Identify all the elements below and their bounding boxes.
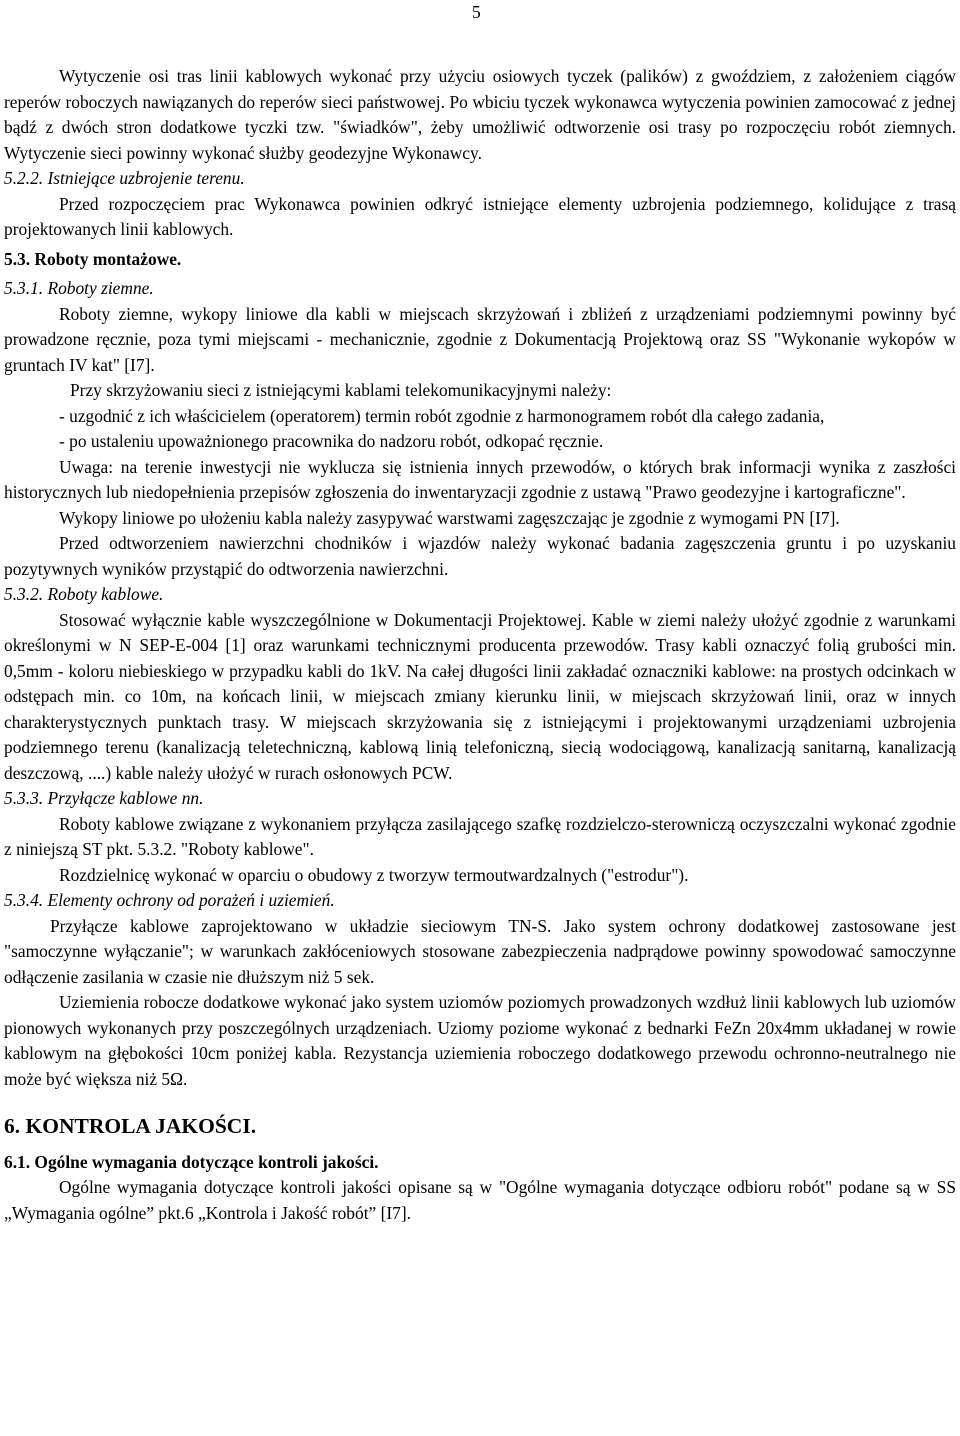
paragraph: Wykopy liniowe po ułożeniu kabla należy zasypywać warstwami zagęszczając je zgodnie z wymogami PN [I7]. bbox=[59, 507, 840, 528]
paragraph: Ogólne wymagania dotyczące kontroli jakości opisane są w "Ogólne wymagania dotyczące odbioru robót" podane są w SS „Wymagania ogólne” pkt.6 „Kontrola i Jakość robót” [I7]. bbox=[4, 1177, 956, 1223]
document-body bbox=[4, 64, 956, 1226]
section-heading: 5.3.1. Roboty ziemne. bbox=[4, 278, 154, 298]
chapter-heading: 6. KONTROLA JAKOŚCI. bbox=[4, 1114, 257, 1138]
section-heading: 5.3.3. Przyłącze kablowe nn. bbox=[4, 788, 204, 808]
paragraph: Roboty kablowe związane z wykonaniem przyłącza zasilającego szafkę rozdzielczo-sterowniczą oczyszczalni wykonać zgodnie z niniejszą ST pkt. 5.3.2. "Roboty kablowe". bbox=[4, 813, 956, 859]
section-heading: 5.3.4. Elementy ochrony od porażeń i uziemień. bbox=[4, 890, 335, 910]
paragraph: Rozdzielnicę wykonać w oparciu o obudowy z tworzyw termoutwardzalnych ("estrodur"). bbox=[59, 864, 689, 885]
section-heading: 6.1. Ogólne wymagania dotyczące kontroli jakości. bbox=[4, 1151, 379, 1172]
section-heading: 5.3.2. Roboty kablowe. bbox=[4, 584, 164, 604]
page-number: 5 bbox=[472, 2, 481, 22]
list-item: - po ustaleniu upoważnionego pracownika do nadzoru robót, odkopać ręcznie. bbox=[59, 431, 604, 451]
paragraph: Przed odtworzeniem nawierzchni chodników i wjazdów należy wykonać badania zagęszczenia gruntu i po uzyskaniu pozytywnych wyników przystąpić do odtworzenia nawierzchni. bbox=[4, 533, 956, 579]
paragraph: Przyłącze kablowe zaprojektowano w układzie sieciowym TN-S. Jako system ochrony dodatkowej zastosowane jest "samoczynne wyłączanie"; w warunkach zakłóceniowych stosowane zabezpieczenia nadprądowe powinny spowodować samoczynne odłączenie zasilania w czasie nie dłuższym niż 5 sek. bbox=[4, 915, 956, 987]
paragraph: Stosować wyłącznie kable wyszczególnione w Dokumentacji Projektowej. Kable w ziemi należy ułożyć zgodnie z warunkami określonymi w N SEP-E-004 [1] oraz warunkami technicznymi producenta przewodów. Trasy kabli oznaczyć folią grubości min. 0,5mm - koloru niebieskiego w przypadku kabli do 1kV. Na całej długości linii zakładać oznaczniki kablowe: na prostych odcinkach w odstępach min. co 10m, na końcach linii, w miejscach zmiany kierunku linii, w miejscach skrzyżowań linii, oraz w innych charakterystycznych punktach trasy. W miejscach skrzyżowania się z istniejącymi i projektowanymi urządzeniami uzbrojenia podziemnego terenu (kanalizacją teletechniczną, kablową linią telefoniczną, siecią wodociągową, kanalizacją sanitarną, kanalizacją deszczową, ....) kable należy ułożyć w rurach osłonowych PCW. bbox=[4, 609, 956, 783]
paragraph: Uziemienia robocze dodatkowe wykonać jako system uziomów poziomych prowadzonych wzdłuż linii kablowych lub uziomów pionowych wykonanych przy poszczególnych urządzeniach. Uziomy poziome wykonać z bednarki FeZn 20x4mm układanej w rowie kablowym na głębokości 10cm poniżej kabla. Rezystancja uziemienia roboczego dodatkowego przewodu ochronno-neutralnego nie może być większa niż 5Ω. bbox=[4, 992, 956, 1089]
paragraph: Przy skrzyżowaniu sieci z istniejącymi kablami telekomunikacyjnymi należy: bbox=[70, 380, 612, 400]
paragraph: Roboty ziemne, wykopy liniowe dla kabli w miejscach skrzyżowań i zbliżeń z urządzeniami podziemnymi powinny być prowadzone ręcznie, poza tymi miejscami - mechanicznie, zgodnie z Dokumentacją Projektową oraz SS "Wykonanie wykopów w gruntach IV kat" [I7]. bbox=[4, 303, 956, 375]
paragraph: Uwaga: na terenie inwestycji nie wyklucza się istnienia innych przewodów, o których brak informacji wynika z zaszłości historycznych lub niedopełnienia przepisów zgłoszenia do inwentaryzacji zgodnie z ustawą "Prawo geodezyjne i kartograficzne". bbox=[4, 456, 956, 502]
section-heading: 5.3. Roboty montażowe. bbox=[4, 248, 182, 269]
list-item: - uzgodnić z ich właścicielem (operatorem) termin robót zgodnie z harmonogramem robót dla całego zadania, bbox=[59, 405, 825, 426]
paragraph: Przed rozpoczęciem prac Wykonawca powinien odkryć istniejące elementy uzbrojenia podziemnego, kolidujące z trasą projektowanych linii kablowych. bbox=[4, 193, 956, 239]
section-heading: 5.2.2. Istniejące uzbrojenie terenu. bbox=[4, 168, 245, 188]
paragraph: Wytyczenie osi tras linii kablowych wykonać przy użyciu osiowych tyczek (palików) z gwoździem, z założeniem ciągów reperów roboczych nawiązanych do reperów sieci państwowej. Po wbiciu tyczek wykonawca wytyczenia powinien zamocować z jednej bądź z dwóch stron dodatkowe tyczki tzw. "świadków", żeby umożliwić odtworzenie osi trasy po rozpoczęciu robót ziemnych. Wytyczenie sieci powinny wykonać służby geodezyjne Wykonawcy. bbox=[4, 66, 956, 163]
